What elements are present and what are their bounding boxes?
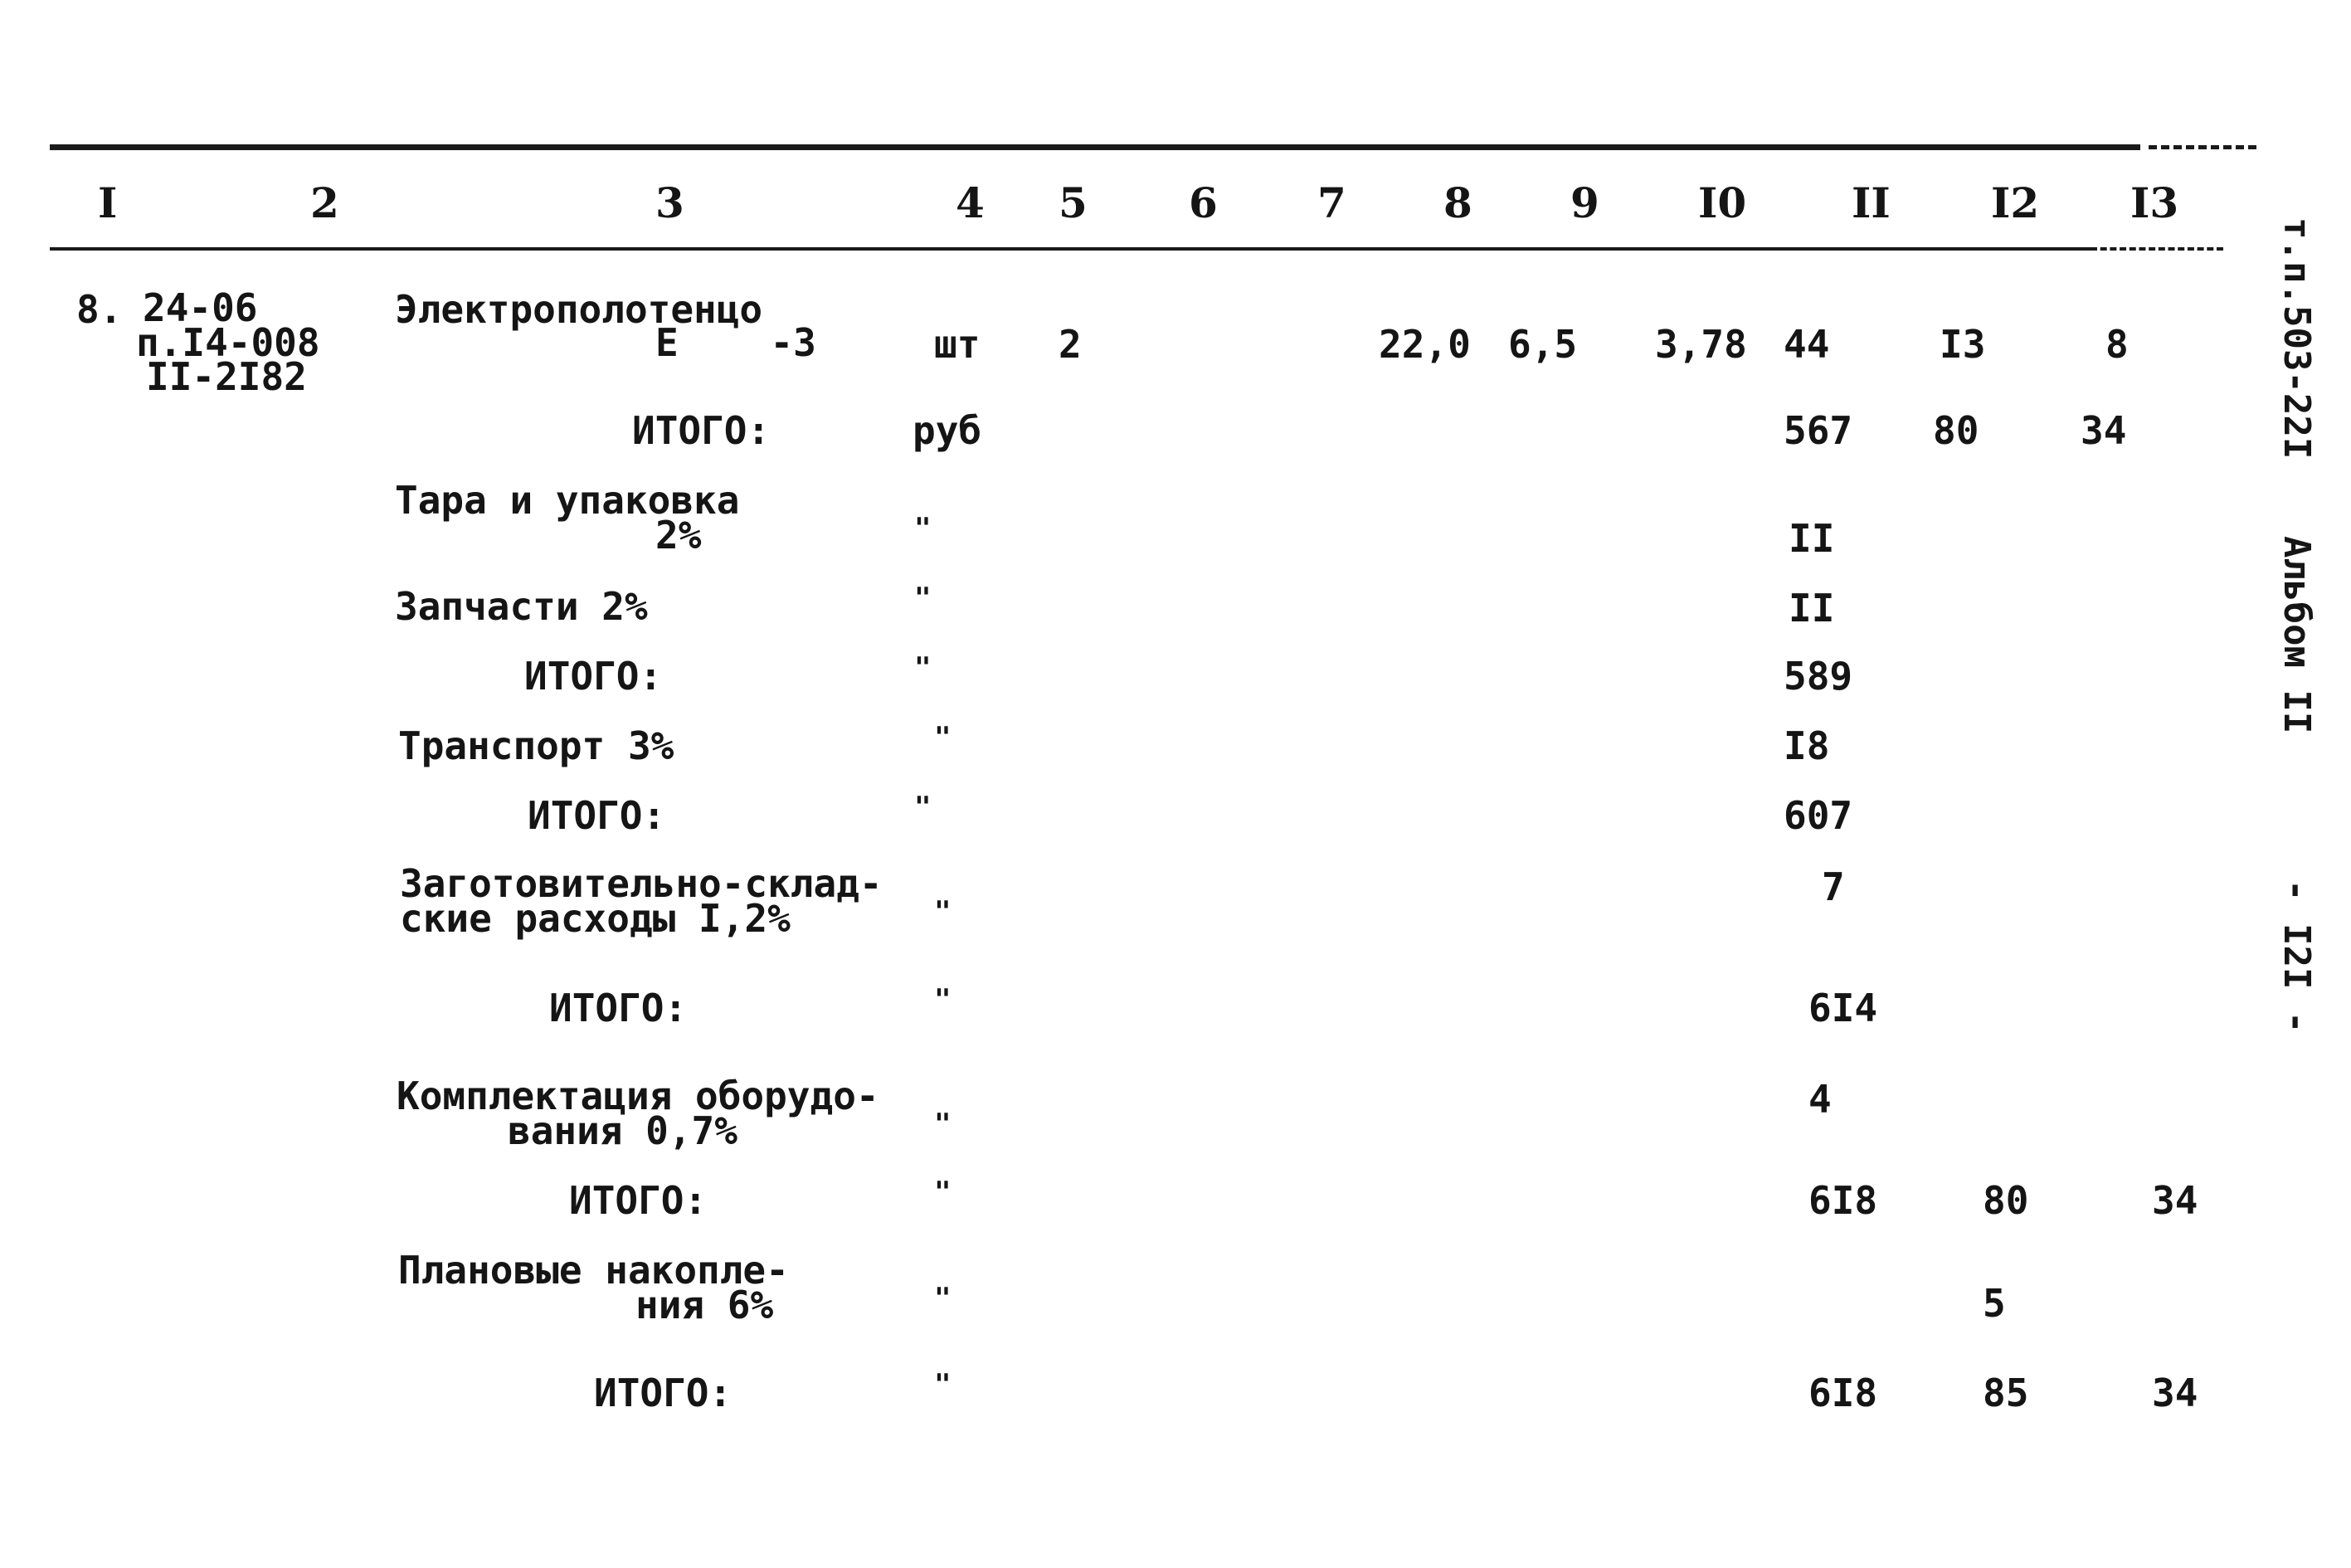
side-album: Альбом II bbox=[2276, 536, 2318, 734]
planned-savings-label-line-1: Плановые накопле- bbox=[398, 1248, 789, 1293]
grand-total-unit-ditto: " bbox=[934, 1368, 952, 1401]
total-col-11: 567 bbox=[1784, 408, 1853, 453]
transport-col-11: I8 bbox=[1784, 723, 1830, 768]
subtotal-4-col-13: 34 bbox=[2152, 1178, 2198, 1223]
item-qty: 2 bbox=[1059, 322, 1082, 367]
packaging-label-line-1: Тара и упаковка bbox=[395, 478, 740, 523]
spare-parts-col-11: II bbox=[1789, 586, 1835, 631]
subtotal-4-label: ИТОГО: bbox=[569, 1178, 708, 1223]
col-header-1: I bbox=[98, 178, 118, 227]
col-header-8: 8 bbox=[1443, 178, 1472, 227]
item-col-12: I3 bbox=[1940, 322, 1986, 367]
col-header-9: 9 bbox=[1570, 178, 1599, 227]
planned-savings-unit-ditto: " bbox=[934, 1282, 952, 1315]
side-doc-number: т.п.503-22I bbox=[2276, 217, 2318, 460]
completion-unit-ditto: " bbox=[934, 1108, 952, 1141]
col-header-11: II bbox=[1852, 178, 1891, 227]
item-code-line-3: II-2I82 bbox=[146, 354, 307, 399]
grand-total-col-11: 6I8 bbox=[1808, 1371, 1878, 1415]
col-header-3: 3 bbox=[655, 178, 684, 227]
procurement-label-line-2: ские расходы I,2% bbox=[400, 896, 791, 941]
subtotal-3-unit-ditto: " bbox=[934, 983, 952, 1016]
total-col-12: 80 bbox=[1933, 408, 1979, 453]
item-col-13: 8 bbox=[2105, 322, 2129, 367]
item-col-10: 3,78 bbox=[1655, 322, 1747, 367]
top-rule bbox=[50, 144, 2140, 150]
completion-label-line-2: вания 0,7% bbox=[508, 1108, 737, 1153]
header-rule bbox=[50, 247, 2091, 251]
subtotal-2-label: ИТОГО: bbox=[528, 793, 666, 838]
spare-parts-unit-ditto: " bbox=[914, 582, 932, 615]
col-header-12: I2 bbox=[1991, 178, 2040, 227]
item-number: 8. bbox=[76, 287, 123, 332]
item-code-line-2: п.I4-008 bbox=[136, 320, 320, 365]
completion-col-11: 4 bbox=[1808, 1077, 1832, 1122]
completion-label-line-1: Комплектация оборудо- bbox=[397, 1074, 879, 1118]
subtotal-1-unit-ditto: " bbox=[914, 651, 932, 684]
procurement-unit-ditto: " bbox=[934, 895, 952, 928]
transport-unit-ditto: " bbox=[934, 721, 952, 754]
col-header-4: 4 bbox=[956, 178, 985, 227]
col-header-10: I0 bbox=[1698, 178, 1747, 227]
item-code-line-1: 24-06 bbox=[143, 285, 258, 330]
col-header-6: 6 bbox=[1189, 178, 1218, 227]
col-header-13: I3 bbox=[2130, 178, 2179, 227]
packaging-unit-ditto: " bbox=[914, 512, 932, 545]
item-name-line-1: Электрополотенцо bbox=[395, 287, 763, 332]
packaging-label-line-2: 2% bbox=[655, 513, 702, 558]
subtotal-3-label: ИТОГО: bbox=[549, 986, 688, 1030]
col-header-7: 7 bbox=[1317, 178, 1346, 227]
grand-total-label: ИТОГО: bbox=[594, 1371, 733, 1415]
subtotal-2-unit-ditto: " bbox=[914, 791, 932, 824]
subtotal-1-col-11: 589 bbox=[1784, 654, 1853, 699]
packaging-col-11: II bbox=[1789, 516, 1835, 561]
side-page-number: - I2I - bbox=[2276, 879, 2318, 1034]
top-rule-dashed-end bbox=[2149, 145, 2256, 149]
subtotal-4-col-11: 6I8 bbox=[1808, 1178, 1878, 1223]
total-col-13: 34 bbox=[2081, 408, 2127, 453]
total-unit: руб bbox=[913, 408, 982, 453]
total-label: ИТОГО: bbox=[632, 408, 771, 453]
grand-total-col-13: 34 bbox=[2152, 1371, 2198, 1415]
item-col-9: 6,5 bbox=[1508, 322, 1578, 367]
item-unit: шт bbox=[934, 322, 981, 367]
grand-total-col-12: 85 bbox=[1983, 1371, 2029, 1415]
subtotal-4-col-12: 80 bbox=[1983, 1178, 2029, 1223]
subtotal-2-col-11: 607 bbox=[1784, 793, 1853, 838]
procurement-col-11: 7 bbox=[1822, 864, 1845, 909]
planned-savings-col-12: 5 bbox=[1983, 1281, 2006, 1326]
item-name-line-2: Е -3 bbox=[655, 320, 816, 365]
procurement-label-line-1: Заготовительно-склад- bbox=[400, 861, 883, 906]
planned-savings-label-line-2: ния 6% bbox=[635, 1283, 774, 1327]
header-rule-dashed-end bbox=[2091, 247, 2223, 251]
subtotal-4-unit-ditto: " bbox=[934, 1176, 952, 1209]
item-col-11: 44 bbox=[1784, 322, 1830, 367]
subtotal-3-col-11: 6I4 bbox=[1808, 986, 1878, 1030]
transport-label: Транспорт 3% bbox=[398, 723, 674, 768]
col-header-5: 5 bbox=[1059, 178, 1088, 227]
spare-parts-label: Запчасти 2% bbox=[395, 584, 648, 629]
subtotal-1-label: ИТОГО: bbox=[524, 654, 663, 699]
col-header-2: 2 bbox=[310, 178, 339, 227]
item-col-8: 22,0 bbox=[1379, 322, 1471, 367]
